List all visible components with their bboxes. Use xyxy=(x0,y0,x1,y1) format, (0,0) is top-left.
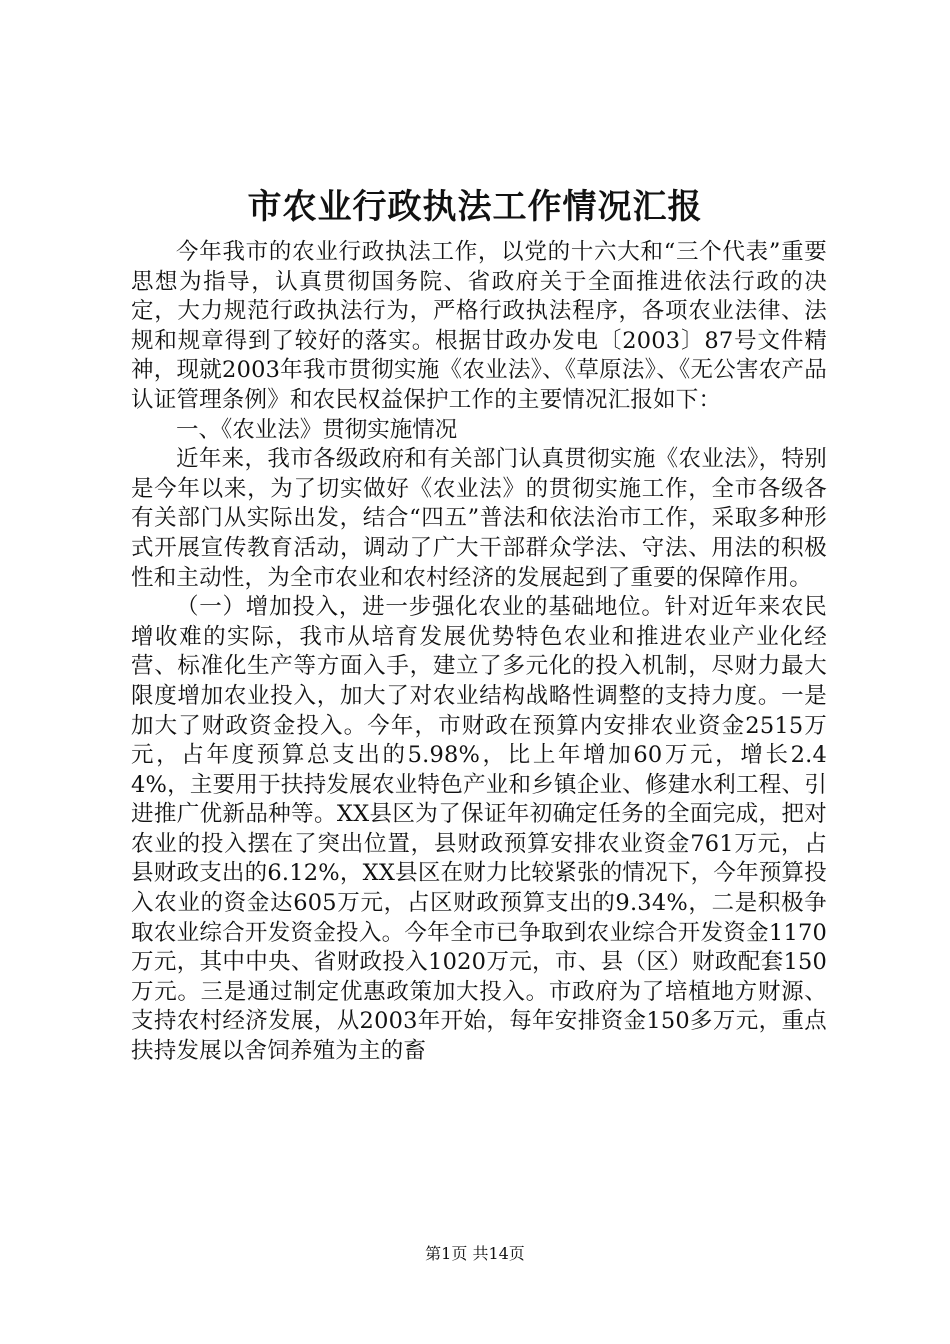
document-title: 市农业行政执法工作情况汇报 xyxy=(247,187,703,227)
section-heading: 一、《农业法》贯彻实施情况 xyxy=(176,416,458,443)
intro-paragraph: 今年我市的农业行政执法工作，以党的十六大和“三个代表”重要思想为指导，认真贯彻国务院、省政府关于全面推进依法行政的决定，大力规范行政执法行为，严格行政执法程序，各项农业法律、法规和规章得到了较好的落实。根据甘政办发电〔2003〕87号文件精神，现就2003年我市贯彻实施《农业法》、《草原法》、《无公害农产品认证管理条例》和农民权益保护工作的主要情况汇报如下： xyxy=(131,239,827,413)
document-body xyxy=(131,238,827,1067)
page-number-footer: 第1页 共14页 xyxy=(425,1244,525,1263)
subsection-paragraph: （一）增加投入，进一步强化农业的基础地位。针对近年来农民增收难的实际，我市从培育发展优势特色农业和推进农业产业化经营、标准化生产等方面入手，建立了多元化的投入机制，尽财力最大限度增加农业投入，加大了对农业结构战略性调整的支持力度。一是加大了财政资金投入。今年，市财政在预算内安排农业资金2515万元，占年度预算总支出的5.98%，比上年增加60万元，增长2.44%，主要用于扶持发展农业特色产业和乡镇企业、修建水利工程、引进推广优新品种等。XX县区为了保证年初确定任务的全面完成，把对农业的投入摆在了突出位置，县财政预算安排农业资金761万元，占县财政支出的6.12%，XX县区在财力比较紧张的情况下，今年预算投入农业的资金达605万元，占区财政预算支出的9.34%，二是积极争取农业综合开发资金投入。今年全市已争取到农业综合开发资金1170万元，其中中央、省财政投入1020万元，市、县（区）财政配套150万元。三是通过制定优惠政策加大投入。市政府为了培植地方财源、支持农村经济发展，从2003年开始，每年安排资金150多万元，重点扶持发展以舍饲养殖为主的畜 xyxy=(131,594,827,1065)
section-body-paragraph: 近年来，我市各级政府和有关部门认真贯彻实施《农业法》，特别是今年以来，为了切实做好《农业法》的贯彻实施工作，全市各级各有关部门从实际出发，结合“四五”普法和依法治市工作，采取多种形式开展宣传教育活动，调动了广大干部群众学法、守法、用法的积极性和主动性，为全市农业和农村经济的发展起到了重要的保障作用。 xyxy=(131,446,827,591)
